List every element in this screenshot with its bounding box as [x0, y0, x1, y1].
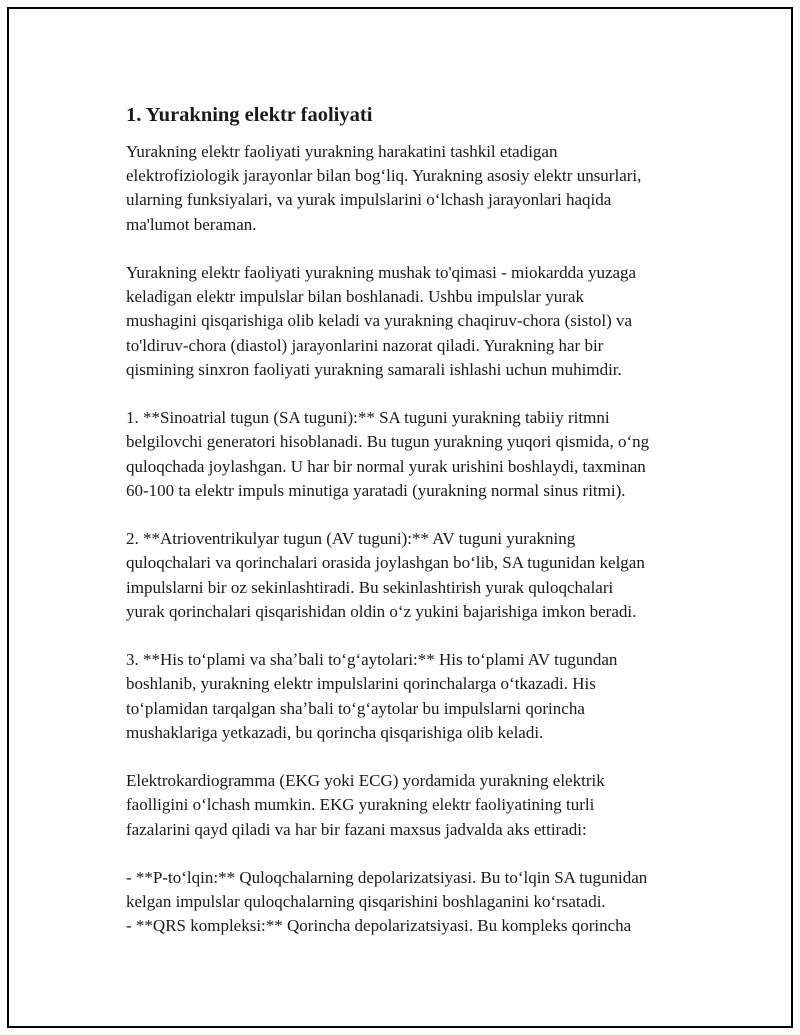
page-frame [7, 7, 793, 1028]
paragraph-his-bundle: 3. **His toʻplami va shaʼbali toʻgʻaytolari:** His toʻplami AV tugundan boshlanib, yurakning elektr impulslarini qorinchalarga oʻtkazadi. His toʻplamidan tarqalgan shaʼbali toʻgʻaytolar bu impulslarni qorincha mushaklariga yetkazadi, bu qorincha qisqarishiga olib keladi. [126, 650, 618, 742]
paragraph-intro: Yurakning elektr faoliyati yurakning harakatini tashkil etadigan elektrofiziologik jarayonlar bilan bogʻliq. Yurakning asosiy elektr unsurlari, ularning funksiyalari, va yurak impulslarini oʻlchash jarayonlari haqida ma'lumot beraman. [126, 142, 642, 234]
paragraph-overview: Yurakning elektr faoliyati yurakning mushak to'qimasi - miokardda yuzaga keladigan elektr impulslar bilan boshlanadi. Ushbu impulslar yurak mushagini qisqarishiga olib keladi va yurakning chaqiruv-chora (sistol) va to'ldiruv-chora (diastol) jarayonlarini nazorat qiladi. Yurakning har bir qismining sinxron faoliyati yurakning samarali ishlashi uchun muhimdir. [126, 263, 637, 379]
document-body [126, 100, 726, 939]
paragraph-ecg: Elektrokardiogramma (EKG yoki ECG) yordamida yurakning elektrik faolligini oʻlchash mumkin. EKG yurakning elektr faoliyatining turli fazalarini qayd qiladi va har bir fazani maxsus jadvalda aks ettiradi: [126, 771, 605, 839]
paragraph-sa-node: 1. **Sinoatrial tugun (SA tuguni):** SA tuguni yurakning tabiiy ritmni belgilovchi generatori hisoblanadi. Bu tugun yurakning yuqori qismida, oʻng quloqchada joylashgan. U har bir normal yurak urishini boshlaydi, taxminan 60-100 ta elektr impuls minutiga yaratadi (yurakning normal sinus ritmi). [126, 408, 650, 500]
paragraph-ecg-waves: - **P-toʻlqin:** Quloqchalarning depolarizatsiyasi. Bu toʻlqin SA tugunidan kelgan impulslar quloqchalarning qisqarishini boshlaganini koʻrsatadi. - **QRS kompleksi:** Qorincha depolarizatsiyasi. Bu kompleks qorincha [126, 868, 648, 936]
paragraph-av-node: 2. **Atrioventrikulyar tugun (AV tuguni):** AV tuguni yurakning quloqchalari va qorinchalari orasida joylashgan boʻlib, SA tugunidan kelgan impulslarni bir oz sekinlashtiradi. Bu sekinlashtirish yurak quloqchalari yurak qorinchalari qisqarishidan oldin oʻz yukini bajarishiga imkon beradi. [126, 529, 645, 621]
document-title: 1. Yurakning elektr faoliyati [126, 104, 373, 126]
